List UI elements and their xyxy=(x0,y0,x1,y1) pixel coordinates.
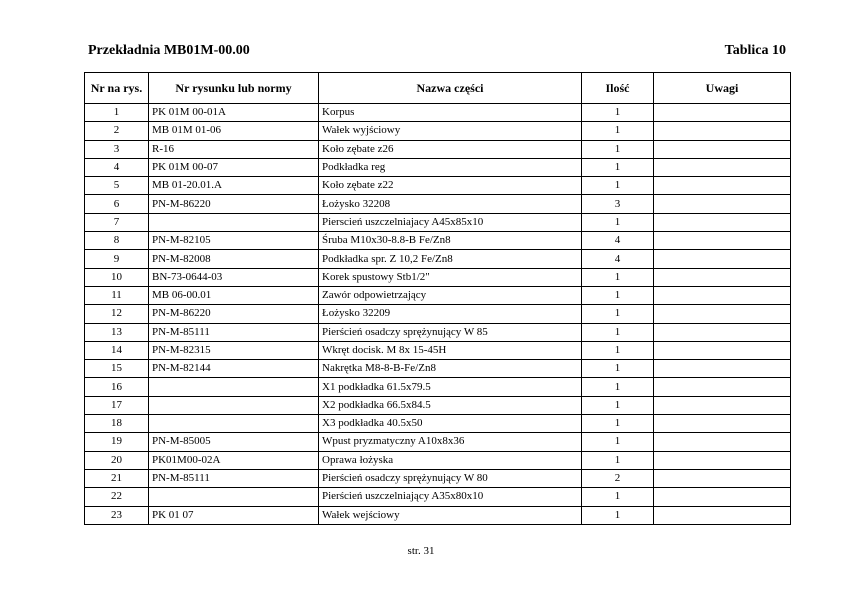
cell-quantity: 1 xyxy=(582,433,654,451)
cell-quantity: 1 xyxy=(582,286,654,304)
cell-part-name: Wałek wejściowy xyxy=(319,506,582,524)
table-row xyxy=(85,488,791,506)
cell-nr: 9 xyxy=(85,250,149,268)
parts-table-body xyxy=(85,104,791,525)
cell-quantity: 1 xyxy=(582,341,654,359)
cell-drawing-number: PN-M-82315 xyxy=(149,341,319,359)
cell-part-name: Koło zębate z22 xyxy=(319,177,582,195)
cell-quantity: 1 xyxy=(582,323,654,341)
cell-drawing-number: PK 01M 00-01A xyxy=(149,104,319,122)
cell-quantity: 3 xyxy=(582,195,654,213)
cell-part-name: Korpus xyxy=(319,104,582,122)
cell-notes xyxy=(654,506,791,524)
cell-quantity: 1 xyxy=(582,177,654,195)
table-row xyxy=(85,433,791,451)
table-row xyxy=(85,323,791,341)
cell-nr: 14 xyxy=(85,341,149,359)
table-row xyxy=(85,506,791,524)
cell-nr: 21 xyxy=(85,469,149,487)
cell-part-name: Pierścień osadczy sprężynujący W 80 xyxy=(319,469,582,487)
page-number: str. 31 xyxy=(407,545,435,557)
table-row xyxy=(85,250,791,268)
table-row xyxy=(85,213,791,231)
table-row xyxy=(85,469,791,487)
cell-notes xyxy=(654,433,791,451)
cell-drawing-number xyxy=(149,396,319,414)
cell-notes xyxy=(654,360,791,378)
column-header-qty: Ilość xyxy=(582,73,654,104)
table-row xyxy=(85,104,791,122)
cell-nr: 12 xyxy=(85,305,149,323)
cell-notes xyxy=(654,104,791,122)
cell-drawing-number: MB 01-20.01.A xyxy=(149,177,319,195)
cell-part-name: Wkręt docisk. M 8x 15-45H xyxy=(319,341,582,359)
table-row xyxy=(85,158,791,176)
cell-notes xyxy=(654,268,791,286)
cell-quantity: 1 xyxy=(582,415,654,433)
cell-quantity: 1 xyxy=(582,378,654,396)
cell-notes xyxy=(654,213,791,231)
cell-nr: 10 xyxy=(85,268,149,286)
table-row xyxy=(85,232,791,250)
table-row xyxy=(85,305,791,323)
cell-part-name: Podkładka reg xyxy=(319,158,582,176)
cell-drawing-number: PN-M-85111 xyxy=(149,469,319,487)
cell-nr: 19 xyxy=(85,433,149,451)
cell-drawing-number: PN-M-85111 xyxy=(149,323,319,341)
cell-quantity: 1 xyxy=(582,396,654,414)
cell-notes xyxy=(654,341,791,359)
cell-notes xyxy=(654,396,791,414)
cell-part-name: Łożysko 32209 xyxy=(319,305,582,323)
cell-notes xyxy=(654,232,791,250)
cell-drawing-number: R-16 xyxy=(149,140,319,158)
column-header-drawing: Nr rysunku lub normy xyxy=(149,73,319,104)
table-row xyxy=(85,451,791,469)
cell-notes xyxy=(654,323,791,341)
table-row xyxy=(85,378,791,396)
table-row xyxy=(85,286,791,304)
cell-nr: 15 xyxy=(85,360,149,378)
cell-nr: 16 xyxy=(85,378,149,396)
parts-table xyxy=(84,72,791,525)
cell-nr: 3 xyxy=(85,140,149,158)
cell-nr: 5 xyxy=(85,177,149,195)
document-title: Przekładnia MB01M-00.00 xyxy=(88,43,250,58)
cell-quantity: 2 xyxy=(582,469,654,487)
cell-notes xyxy=(654,305,791,323)
cell-drawing-number: BN-73-0644-03 xyxy=(149,268,319,286)
cell-part-name: Łożysko 32208 xyxy=(319,195,582,213)
table-row xyxy=(85,360,791,378)
cell-quantity: 4 xyxy=(582,250,654,268)
cell-notes xyxy=(654,488,791,506)
cell-part-name: Pierścień uszczelniający A35x80x10 xyxy=(319,488,582,506)
cell-nr: 23 xyxy=(85,506,149,524)
table-row xyxy=(85,195,791,213)
cell-quantity: 1 xyxy=(582,158,654,176)
table-row xyxy=(85,140,791,158)
cell-drawing-number: MB 06-00.01 xyxy=(149,286,319,304)
cell-nr: 1 xyxy=(85,104,149,122)
cell-nr: 6 xyxy=(85,195,149,213)
cell-quantity: 1 xyxy=(582,268,654,286)
cell-notes xyxy=(654,177,791,195)
cell-notes xyxy=(654,469,791,487)
cell-drawing-number: PN-M-82105 xyxy=(149,232,319,250)
table-header-row xyxy=(85,73,791,104)
cell-nr: 2 xyxy=(85,122,149,140)
cell-part-name: Korek spustowy Stb1/2" xyxy=(319,268,582,286)
cell-part-name: X1 podkładka 61.5x79.5 xyxy=(319,378,582,396)
cell-nr: 20 xyxy=(85,451,149,469)
cell-drawing-number: PN-M-86220 xyxy=(149,195,319,213)
column-header-notes: Uwagi xyxy=(654,73,791,104)
table-row xyxy=(85,122,791,140)
cell-quantity: 1 xyxy=(582,451,654,469)
cell-part-name: Koło zębate z26 xyxy=(319,140,582,158)
cell-part-name: Pierscień uszczelniajacy A45x85x10 xyxy=(319,213,582,231)
table-number-label: Tablica 10 xyxy=(724,43,786,58)
cell-nr: 22 xyxy=(85,488,149,506)
cell-notes xyxy=(654,415,791,433)
cell-quantity: 1 xyxy=(582,122,654,140)
cell-drawing-number: PN-M-86220 xyxy=(149,305,319,323)
cell-quantity: 4 xyxy=(582,232,654,250)
cell-part-name: Zawór odpowietrzający xyxy=(319,286,582,304)
cell-notes xyxy=(654,122,791,140)
column-header-nr: Nr na rys. xyxy=(85,73,149,104)
cell-part-name: X3 podkładka 40.5x50 xyxy=(319,415,582,433)
cell-part-name: Wałek wyjściowy xyxy=(319,122,582,140)
cell-drawing-number: PN-M-82144 xyxy=(149,360,319,378)
cell-drawing-number xyxy=(149,378,319,396)
cell-drawing-number: PK01M00-02A xyxy=(149,451,319,469)
cell-drawing-number: PK 01M 00-07 xyxy=(149,158,319,176)
cell-part-name: Podkładka spr. Z 10,2 Fe/Zn8 xyxy=(319,250,582,268)
cell-nr: 8 xyxy=(85,232,149,250)
cell-notes xyxy=(654,286,791,304)
cell-nr: 17 xyxy=(85,396,149,414)
cell-notes xyxy=(654,158,791,176)
table-row xyxy=(85,341,791,359)
table-row xyxy=(85,396,791,414)
table-row xyxy=(85,268,791,286)
cell-nr: 18 xyxy=(85,415,149,433)
cell-drawing-number xyxy=(149,415,319,433)
cell-notes xyxy=(654,378,791,396)
cell-quantity: 1 xyxy=(582,305,654,323)
cell-part-name: Pierścień osadczy sprężynujący W 85 xyxy=(319,323,582,341)
cell-quantity: 1 xyxy=(582,140,654,158)
cell-drawing-number xyxy=(149,488,319,506)
cell-part-name: Śruba M10x30-8.8-B Fe/Zn8 xyxy=(319,232,582,250)
cell-part-name: Nakrętka M8-8-B-Fe/Zn8 xyxy=(319,360,582,378)
cell-part-name: Wpust pryzmatyczny A10x8x36 xyxy=(319,433,582,451)
cell-drawing-number: PK 01 07 xyxy=(149,506,319,524)
cell-nr: 4 xyxy=(85,158,149,176)
cell-drawing-number: MB 01M 01-06 xyxy=(149,122,319,140)
cell-notes xyxy=(654,140,791,158)
cell-notes xyxy=(654,195,791,213)
column-header-name: Nazwa części xyxy=(319,73,582,104)
cell-quantity: 1 xyxy=(582,213,654,231)
cell-drawing-number xyxy=(149,213,319,231)
cell-nr: 11 xyxy=(85,286,149,304)
table-row xyxy=(85,415,791,433)
cell-quantity: 1 xyxy=(582,506,654,524)
cell-nr: 13 xyxy=(85,323,149,341)
cell-quantity: 1 xyxy=(582,360,654,378)
cell-nr: 7 xyxy=(85,213,149,231)
cell-notes xyxy=(654,451,791,469)
cell-drawing-number: PN-M-82008 xyxy=(149,250,319,268)
cell-part-name: X2 podkładka 66.5x84.5 xyxy=(319,396,582,414)
cell-quantity: 1 xyxy=(582,104,654,122)
cell-part-name: Oprawa łożyska xyxy=(319,451,582,469)
cell-quantity: 1 xyxy=(582,488,654,506)
cell-notes xyxy=(654,250,791,268)
cell-drawing-number: PN-M-85005 xyxy=(149,433,319,451)
table-row xyxy=(85,177,791,195)
